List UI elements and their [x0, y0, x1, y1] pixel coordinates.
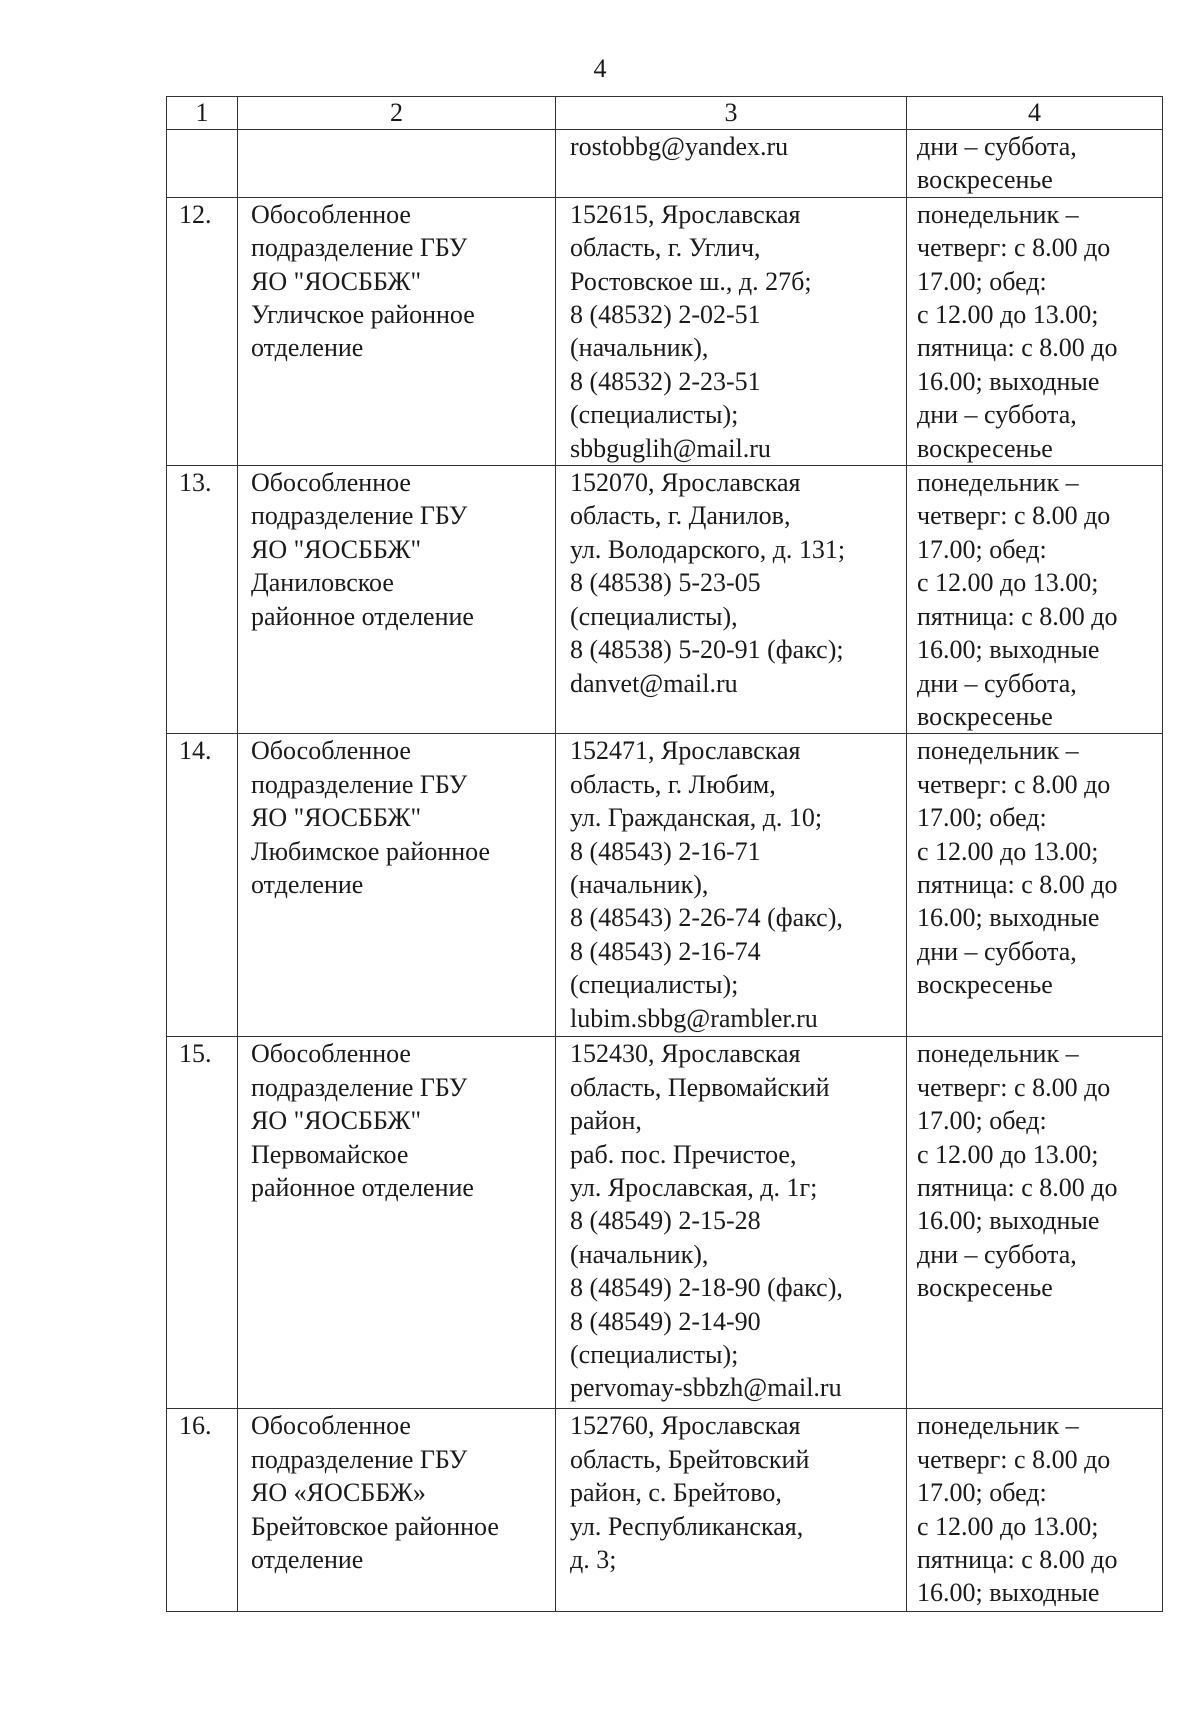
- subdivision-name: Обособленное подразделение ГБУ ЯО "ЯОСББЖ" Угличское районное отделение: [238, 197, 556, 465]
- contacts-cell: 152760, Ярославская область, Брейтовский район, с. Брейтово, ул. Республиканская, д. 3;: [556, 1409, 907, 1612]
- contacts-cell: rostobbg@yandex.ru: [556, 130, 907, 198]
- working-hours-cell: понедельник – четверг: с 8.00 до 17.00; обед: с 12.00 до 13.00; пятница: с 8.00 до 16.00; выходные дни – суббота, воскресенье: [907, 197, 1163, 465]
- subdivision-name: [238, 130, 556, 198]
- contacts-cell: 152615, Ярославская область, г. Углич, Ростовское ш., д. 27б; 8 (48532) 2-02-51 (начальник), 8 (48532) 2-23-51 (специалисты); sbbguglih@mail.ru: [556, 197, 907, 465]
- header-col-4: 4: [907, 97, 1163, 130]
- subdivision-name: Обособленное подразделение ГБУ ЯО «ЯОСББЖ» Брейтовское районное отделение: [238, 1409, 556, 1612]
- row-number: 14.: [167, 734, 238, 1037]
- table-row: [167, 197, 1163, 465]
- subdivision-name: Обособленное подразделение ГБУ ЯО "ЯОСББЖ" Даниловское районное отделение: [238, 466, 556, 734]
- table-row: [167, 130, 1163, 198]
- working-hours-cell: понедельник – четверг: с 8.00 до 17.00; обед: с 12.00 до 13.00; пятница: с 8.00 до 16.00; выходные дни – суббота, воскресенье: [907, 466, 1163, 734]
- row-number: [167, 130, 238, 198]
- table-row: [167, 734, 1163, 1037]
- table-row: [167, 1409, 1163, 1612]
- row-number: 16.: [167, 1409, 238, 1612]
- header-row: [167, 97, 1163, 130]
- subdivision-name: Обособленное подразделение ГБУ ЯО "ЯОСББЖ" Первомайское районное отделение: [238, 1037, 556, 1409]
- header-col-3: 3: [556, 97, 907, 130]
- contacts-cell: 152430, Ярославская область, Первомайский район, раб. пос. Пречистое, ул. Ярославская, д. 1г; 8 (48549) 2-15-28 (начальник), 8 (48549) 2-18-90 (факс), 8 (48549) 2-14-90 (специалисты); pervomay-sbbzh@mail.ru: [556, 1037, 907, 1409]
- working-hours-cell: понедельник – четверг: с 8.00 до 17.00; обед: с 12.00 до 13.00; пятница: с 8.00 до 16.00; выходные: [907, 1409, 1163, 1612]
- header-col-1: 1: [167, 97, 238, 130]
- table-row: [167, 1037, 1163, 1409]
- contacts-cell: 152070, Ярославская область, г. Данилов, ул. Володарского, д. 131; 8 (48538) 5-23-05 (специалисты), 8 (48538) 5-20-91 (факс); danvet@mail.ru: [556, 466, 907, 734]
- contacts-table: [166, 96, 1163, 1612]
- table-row: [167, 466, 1163, 734]
- contacts-cell: 152471, Ярославская область, г. Любим, ул. Гражданская, д. 10; 8 (48543) 2-16-71 (начальник), 8 (48543) 2-26-74 (факс), 8 (48543) 2-16-74 (специалисты); lubim.sbbg@rambler.ru: [556, 734, 907, 1037]
- row-number: 12.: [167, 197, 238, 465]
- row-number: 13.: [167, 466, 238, 734]
- row-number: 15.: [167, 1037, 238, 1409]
- working-hours-cell: дни – суббота, воскресенье: [907, 130, 1163, 198]
- page-number: 4: [593, 54, 607, 83]
- working-hours-cell: понедельник – четверг: с 8.00 до 17.00; обед: с 12.00 до 13.00; пятница: с 8.00 до 16.00; выходные дни – суббота, воскресенье: [907, 1037, 1163, 1409]
- header-col-2: 2: [238, 97, 556, 130]
- subdivision-name: Обособленное подразделение ГБУ ЯО "ЯОСББЖ" Любимское районное отделение: [238, 734, 556, 1037]
- working-hours-cell: понедельник – четверг: с 8.00 до 17.00; обед: с 12.00 до 13.00; пятница: с 8.00 до 16.00; выходные дни – суббота, воскресенье: [907, 734, 1163, 1037]
